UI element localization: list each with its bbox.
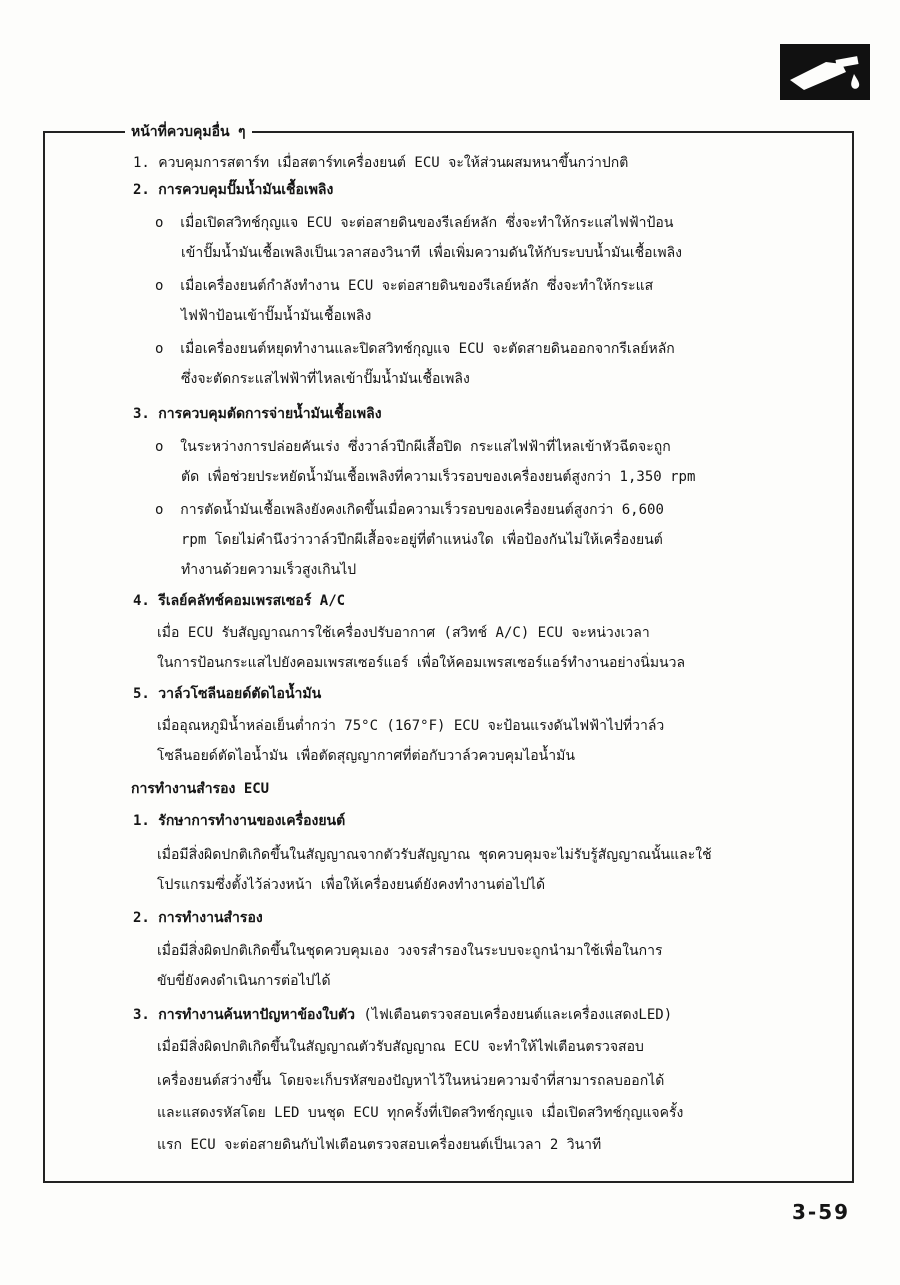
bullet-text: rpm โดยไม่คำนึงว่าวาล์วปีกผีเสื้อจะอยู่ที่ตำแหน่งใด เพื่อป้องกันไม่ให้เครื่องยนต์ [181,532,663,548]
paragraph-line: แรก ECU จะต่อสายดินกับไฟเตือนตรวจสอบเครื่องยนต์เป็นเวลา 2 วินาที [157,1137,602,1153]
bullet-text: ซึ่งจะตัดกระแสไฟฟ้าที่ไหลเข้าปั๊มน้ำมันเชื้อเพลิง [181,371,470,387]
list-item: 5. วาล์วโซลีนอยด์ตัดไอน้ำมัน [133,686,322,702]
paragraph-line: เครื่องยนต์สว่างขึ้น โดยจะเก็บรหัสของปัญหาไว้ในหน่วยความจำที่สามารถลบออกได้ [157,1073,665,1089]
paragraph-line: เมื่อมีสิ่งผิดปกติเกิดขึ้นในสัญญาณจากตัวรับสัญญาณ ชุดควบคุมจะไม่รับรู้สัญญาณนั้นและใช้ [157,847,712,863]
list-item: 3. การควบคุมตัดการจ่ายน้ำมันเชื้อเพลิง [133,406,382,422]
bullet-item: o เมื่อเครื่องยนต์กำลังทำงาน ECU จะต่อสายดินของรีเลย์หลัก ซึ่งจะทำให้กระแส [155,278,654,294]
list-item: 1. รักษาการทำงานของเครื่องยนต์ [133,813,346,829]
bullet-item: o ในระหว่างการปล่อยคันเร่ง ซึ่งวาล์วปีกผีเสื้อปิด กระแสไฟฟ้าที่ไหลเข้าหัวฉีดจะถูก [155,439,671,455]
page-number: 3-59 [792,1200,851,1224]
bullet-item: o เมื่อเปิดสวิทช์กุญแจ ECU จะต่อสายดินของรีเลย์หลัก ซึ่งจะทำให้กระแสไฟฟ้าป้อน [155,215,674,231]
content-frame [43,124,854,1183]
paragraph-line: เมื่อ ECU รับสัญญาณการใช้เครื่องปรับอากาศ (สวิทช์ A/C) ECU จะหน่วงเวลา [157,625,650,641]
list-item: 3. การทำงานค้นหาปัญหาข้องใบตัว (ไฟเตือนตรวจสอบเครื่องยนต์และเครื่องแสดงLED) [133,1007,673,1023]
bullet-text: เข้าปั๊มน้ำมันเชื้อเพลิงเป็นเวลาสองวินาที เพื่อเพิ่มความดันให้กับระบบน้ำมันเชื้อเพลิง [181,245,682,261]
paragraph-line: โปรแกรมซึ่งตั้งไว้ล่วงหน้า เพื่อให้เครื่องยนต์ยังคงทำงานต่อไปได้ [157,877,546,893]
subsection-heading: การทำงานสำรอง ECU [131,781,270,797]
bullet-text: ทำงานด้วยความเร็วสูงเกินไป [181,562,357,578]
paragraph-line: และแสดงรหัสโดย LED บนชุด ECU ทุกครั้งที่เปิดสวิทช์กุญแจ เมื่อเปิดสวิทช์กุญแจครั้ง [157,1105,684,1121]
list-item: 4. รีเลย์คลัทช์คอมเพรสเซอร์ A/C [133,593,346,609]
bullet-item: o การตัดน้ำมันเชื้อเพลิงยังคงเกิดขึ้นเมื่อความเร็วรอบของเครื่องยนต์สูงกว่า 6,600 [155,502,664,518]
paragraph-line: โซลีนอยด์ตัดไอน้ำมัน เพื่อตัดสุญญากาศที่ต่อกับวาล์วควบคุมไอน้ำมัน [157,748,575,764]
bullet-text: ตัด เพื่อช่วยประหยัดน้ำมันเชื้อเพลิงที่ความเร็วรอบของเครื่องยนต์สูงกว่า 1,350 rpm [181,469,696,485]
bullet-item: o เมื่อเครื่องยนต์หยุดทำงานและปิดสวิทช์กุญแจ ECU จะตัดสายดินออกจากรีเลย์หลัก [155,341,675,357]
bullet-text: ไฟฟ้าป้อนเข้าปั๊มน้ำมันเชื้อเพลิง [181,308,372,324]
list-item: 1. ควบคุมการสตาร์ท เมื่อสตาร์ทเครื่องยนต์ ECU จะให้ส่วนผสมหนาขึ้นกว่าปกติ [133,155,629,171]
paragraph-line: เมื่ออุณหภูมิน้ำหล่อเย็นต่ำกว่า 75°C (167°F) ECU จะป้อนแรงดันไฟฟ้าไปที่วาล์ว [157,718,665,734]
paragraph-line: เมื่อมีสิ่งผิดปกติเกิดขึ้นในสัญญาณตัวรับสัญญาณ ECU จะทำให้ไฟเตือนตรวจสอบ [157,1039,644,1055]
paragraph-line: ขับขี่ยังคงดำเนินการต่อไปได้ [157,973,331,989]
paragraph-line: ในการป้อนกระแสไปยังคอมเพรสเซอร์แอร์ เพื่อให้คอมเพรสเซอร์แอร์ทำงานอย่างนิ่มนวล [157,655,686,671]
paragraph-line: เมื่อมีสิ่งผิดปกติเกิดขึ้นในชุดควบคุมเอง วงจรสำรองในระบบจะถูกนำมาใช้เพื่อในการ [157,943,663,959]
fuel-nozzle-icon [780,44,870,100]
section-title: หน้าที่ควบคุมอื่น ๆ [125,122,252,142]
list-item: 2. การทำงานสำรอง [133,910,263,926]
list-item: 2. การควบคุมปั๊มน้ำมันเชื้อเพลิง [133,182,334,198]
